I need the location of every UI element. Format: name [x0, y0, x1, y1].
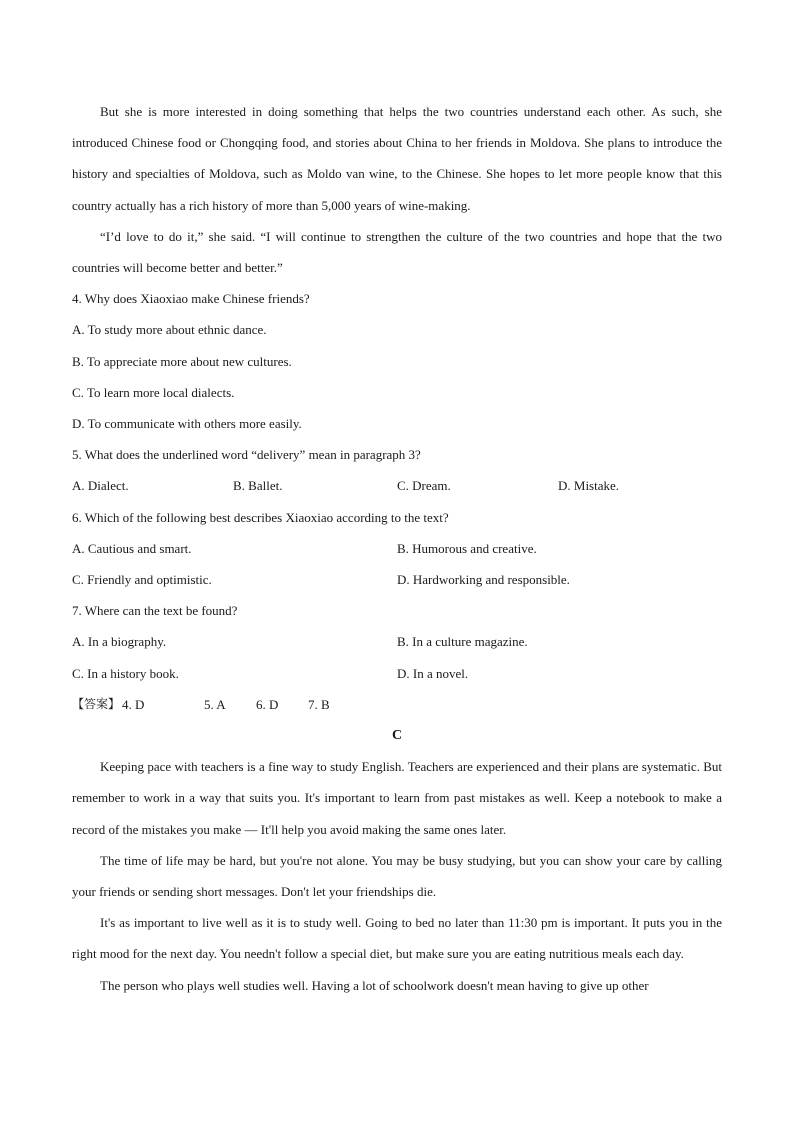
passage-paragraph: It's as important to live well as it is to study well. Going to bed no later than 11:30 pm is important. It puts you in the right mood for the next day. You needn't follow a special diet, but make sure you are eating nutritious meals each day. [72, 915, 722, 962]
option-b: B. Humorous and creative. [397, 540, 537, 556]
option-row [72, 564, 722, 595]
answer-item: 4. D [122, 696, 145, 712]
option-row [72, 626, 722, 657]
option-d: D. Mistake. [558, 478, 620, 494]
question-stem: 6. Which of the following best describes Xiaoxiao according to the text? [72, 509, 449, 525]
question-6 [72, 502, 722, 596]
option-a: A. To study more about ethnic dance. [72, 322, 267, 338]
passage-paragraph: Keeping pace with teachers is a fine way to study English. Teachers are experienced and their plans are systematic. But remember to work in a way that suits you. It's important to learn from past mistakes as well. Keep a notebook to make a record of the mistakes you make — It'll help you avoid making the same ones later. [72, 759, 722, 837]
passage-paragraph: The time of life may be hard, but you're not alone. You may be busy studying, but you can show your care by calling your friends or sending short messages. Don't let your friendships die. [72, 852, 722, 900]
answer-item: 5. A [204, 696, 226, 712]
answer-item: 6. D [256, 696, 279, 712]
section-heading: C [391, 728, 403, 744]
question-stem: 5. What does the underlined word “delivery” mean in paragraph 3? [72, 447, 421, 463]
question-7 [72, 595, 722, 689]
option-row [72, 658, 722, 689]
passage-paragraph: The person who plays well studies well. Having a lot of schoolwork doesn't mean having to give up other [100, 977, 649, 993]
option-d: D. In a novel. [397, 665, 469, 681]
option-b: B. Ballet. [233, 478, 283, 494]
option-c: C. Friendly and optimistic. [72, 572, 212, 588]
answer-key [72, 689, 722, 720]
passage-paragraph: “I’d love to do it,” she said. “I will continue to strengthen the culture of the two countries and hope that the two countries will become better and better.” [72, 228, 722, 276]
passage-paragraph: But she is more interested in doing something that helps the two countries understand each other. As such, she introduced Chinese food or Chongqing food, and stories about China to her friends in Moldova. She plans to introduce the history and specialties of Moldova, such as Moldo van wine, to the Chinese. She hopes to let more people know that this country actually has a rich history of more than 5,000 years of wine-making. [72, 104, 722, 213]
option-row [72, 533, 722, 564]
answer-item: 7. B [308, 696, 330, 712]
option-d: D. To communicate with others more easily. [72, 416, 302, 432]
option-row [72, 470, 722, 501]
option-a: A. Cautious and smart. [72, 540, 192, 556]
question-5 [72, 439, 722, 501]
page-content [72, 96, 722, 1001]
answer-label: 【答案】 [72, 696, 121, 711]
question-4 [72, 283, 722, 439]
question-stem: 7. Where can the text be found? [72, 603, 238, 619]
option-c: C. In a history book. [72, 665, 179, 681]
option-b: B. To appreciate more about new cultures. [72, 353, 292, 369]
option-b: B. In a culture magazine. [397, 634, 528, 650]
option-a: A. In a biography. [72, 634, 167, 650]
option-d: D. Hardworking and responsible. [397, 572, 570, 588]
option-a: A. Dialect. [72, 478, 129, 494]
option-c: C. Dream. [397, 478, 451, 494]
question-stem: 4. Why does Xiaoxiao make Chinese friends? [72, 291, 310, 307]
option-c: C. To learn more local dialects. [72, 384, 235, 400]
